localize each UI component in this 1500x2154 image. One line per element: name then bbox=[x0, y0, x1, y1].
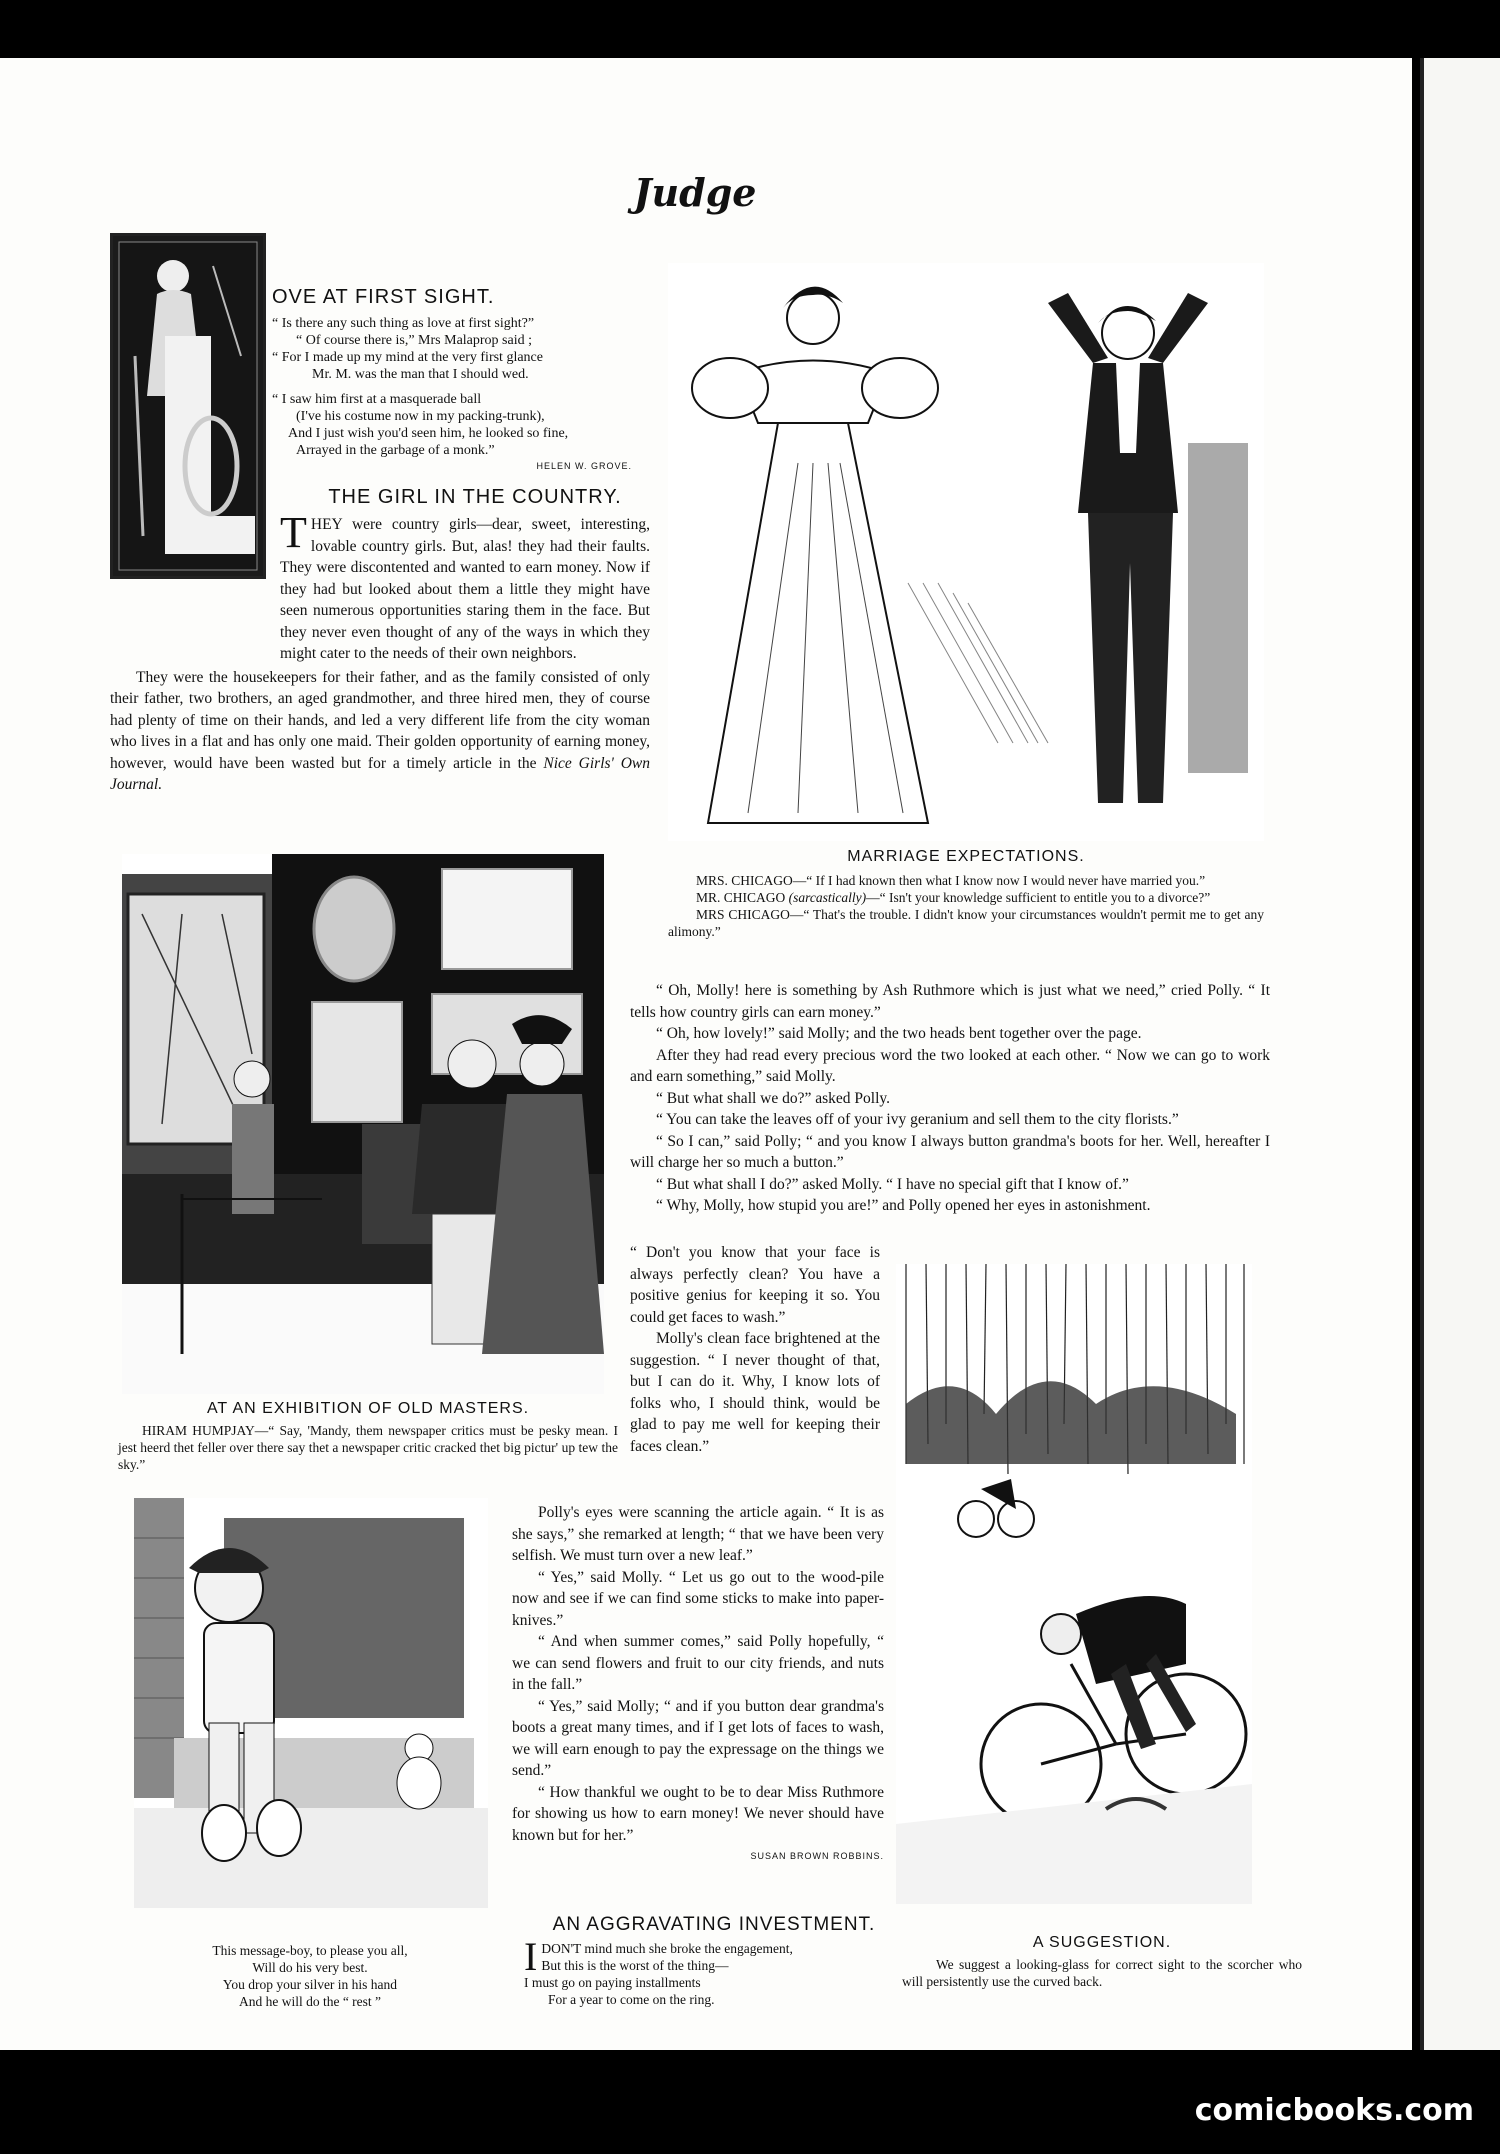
girl-c7: “ But what shall I do?” asked Molly. “ I have no special gift that I know of.” bbox=[656, 1175, 1129, 1193]
girl-c12: “ Yes,” said Molly. “ Let us go out to the wood-pile now and see if we can find some sticks to make into paper-knives.” bbox=[512, 1568, 884, 1629]
love-line-2: “ Of course there is,” Mrs Malaprop said ; bbox=[296, 333, 532, 348]
girl-article-narrow bbox=[630, 1242, 880, 1457]
message-boy-verse bbox=[140, 1942, 480, 2010]
aggravating-line-2: But this is the worst of the thing— bbox=[541, 1958, 729, 1973]
message-line-2: Will do his very best. bbox=[252, 1960, 368, 1975]
girl-c2: “ Oh, how lovely!” said Molly; and the two heads bent together over the page. bbox=[656, 1025, 1142, 1042]
suggestion-caption bbox=[902, 1934, 1302, 1990]
love-line-1: “ Is there any such thing as love at first sight?” bbox=[272, 316, 535, 331]
aggravating-title: AN AGGRAVATING INVESTMENT. bbox=[552, 1914, 876, 1935]
aggravating-poem bbox=[524, 1914, 904, 2008]
girl-article-intro bbox=[110, 508, 651, 796]
magazine-page bbox=[0, 58, 1412, 2050]
girl-title-wrap bbox=[302, 486, 648, 509]
marriage-line-3: “ That's the trouble. I didn't know your circumstances wouldn't permit me to get any alimony.” bbox=[668, 907, 1264, 939]
masthead: Judge bbox=[633, 170, 757, 215]
marriage-speaker-2: MR. CHICAGO bbox=[696, 890, 786, 905]
love-line-8: Arrayed in the garbage of a monk.” bbox=[296, 443, 495, 458]
marriage-line-1: “ If I had known then what I know now I would never have married you.” bbox=[806, 873, 1206, 888]
aggravating-line-3: I must go on paying installments bbox=[524, 1975, 701, 1990]
girl-article-lower bbox=[512, 1502, 884, 1868]
suggestion-text: We suggest a looking-glass for correct sight to the scorcher who will persistently use the curved back. bbox=[902, 1957, 1302, 1989]
girl-c10: Molly's clean face brightened at the suggestion. “ I never thought of that, but I can do it. Why, I know lots of folks who, I should think, would be glad to pay me well for keeping their faces clean.” bbox=[630, 1330, 880, 1455]
marriage-speaker-1: MRS. CHICAGO— bbox=[696, 873, 807, 888]
girl-article-continued bbox=[630, 980, 1270, 1217]
marriage-caption bbox=[668, 848, 1264, 940]
girl-c6: “ So I can,” said Polly; “ and you know I always button grandma's boots for her. Well, hereafter I will charge her so much a button.” bbox=[630, 1132, 1270, 1171]
girl-c14: “ Yes,” said Molly; “ and if you button dear grandma's boots a great many times, and if I get lots of faces to wash, we will earn enough to pay the expressage on the things we send.” bbox=[512, 1697, 884, 1779]
girl-c15: “ How thankful we ought to be to dear Miss Ruthmore for showing us how to earn money! We never should have known but for her.” bbox=[512, 1783, 884, 1844]
message-line-4: And he will do the “ rest ” bbox=[238, 1994, 382, 2009]
site-credit: comicbooks.com bbox=[1194, 2093, 1474, 2128]
girl-c3: After they had read every precious word the two looked at each other. “ Now we can go to work and earn something,” said Molly. bbox=[630, 1046, 1270, 1085]
love-line-5: “ I saw him first at a masquerade ball bbox=[272, 392, 482, 407]
aggravating-line-1: DON'T mind much she broke the engagement, bbox=[541, 1941, 793, 1956]
message-line-3: You drop your silver in his hand bbox=[222, 1977, 398, 1992]
exhibition-illustration bbox=[122, 854, 604, 1394]
girl-paragraph-2: They were the housekeepers for their father, and as the family consisted of only their father, two brothers, an aged grandmother, and three hired men, they of course had plenty of time on their hands, and led a very different life from the city woman who lives in a flat and has only one maid. Their golden opportunity of earning money, however, would have been wasted but for a timely article in the bbox=[110, 668, 650, 772]
marriage-illustration bbox=[668, 263, 1264, 841]
love-poem-title: OVE AT FIRST SIGHT. bbox=[272, 286, 495, 308]
girl-c1: “ Oh, Molly! here is something by Ash Ruthmore which is just what we need,” cried Polly. “ It tells how country girls can earn money.” bbox=[630, 982, 1270, 1021]
love-line-7: And I just wish you'd seen him, he looked so fine, bbox=[288, 426, 569, 441]
exhibition-speaker: HIRAM HUMPJAY— bbox=[142, 1423, 269, 1438]
girl-c13: “ And when summer comes,” said Polly hopefully, “ we can send flowers and fruit to our city friends, and nuts in the fall.” bbox=[512, 1633, 884, 1693]
girl-c5: “ You can take the leaves off of your ivy geranium and sell them to the city florists.” bbox=[656, 1111, 1179, 1128]
message-boy-illustration bbox=[134, 1498, 488, 1908]
girl-c9: “ Don't you know that your face is always perfectly clean? You have a positive genius for keeping it so. You could get faces to wash.” bbox=[630, 1244, 880, 1326]
exhibition-title: AT AN EXHIBITION OF OLD MASTERS. bbox=[206, 1400, 530, 1417]
message-line-1: This message-boy, to please you all, bbox=[212, 1943, 408, 1958]
suggestion-title: A SUGGESTION. bbox=[1032, 1934, 1172, 1951]
exhibition-text: “ Say, 'Mandy, them newspaper critics must be pesky mean. I jest heerd thet feller over there say thet a newspaper critic cracked thet big pictur' up tew the sky.” bbox=[118, 1423, 618, 1472]
drop-cap-i: I bbox=[524, 1934, 538, 1979]
aggravating-line-4: For a year to come on the ring. bbox=[548, 1992, 715, 2007]
marriage-speaker-3: MRS CHICAGO— bbox=[696, 907, 804, 922]
marriage-title: MARRIAGE EXPECTATIONS. bbox=[847, 848, 1085, 865]
girl-c11: Polly's eyes were scanning the article again. “ It is as she says,” she remarked at length; “ that we have been very selfish. We must turn over a new leaf.” bbox=[512, 1504, 884, 1564]
exhibition-caption bbox=[118, 1400, 618, 1473]
love-line-6: (I've his costume now in my packing-trunk), bbox=[296, 409, 545, 424]
love-poem bbox=[272, 286, 652, 471]
love-author: HELEN W. GROVE. bbox=[536, 461, 632, 471]
girl-c8: “ Why, Molly, how stupid you are!” and Polly opened her eyes in astonishment. bbox=[656, 1197, 1151, 1214]
bicycle-illustration bbox=[896, 1264, 1252, 1904]
girl-c4: “ But what shall we do?” asked Polly. bbox=[656, 1089, 891, 1107]
marriage-aside: (sarcastically) bbox=[788, 890, 867, 905]
girl-paragraph-1: HEY were country girls—dear, sweet, interesting, lovable country girls. But, alas! they had their faults. They were discontented and wanted to earn money. Now if they had but looked about them a little they might have seen numerous opportunities staring them in the face. But they never even thought of any of the ways in which they might cater to the needs of their own neighbors. bbox=[280, 516, 650, 662]
facing-page-edge bbox=[1420, 58, 1500, 2050]
drop-cap-t: T bbox=[280, 508, 307, 557]
girl-author: SUSAN BROWN ROBBINS. bbox=[750, 1851, 884, 1861]
journal-name: Nice Girls' Own Journal. bbox=[110, 754, 651, 793]
girl-article-title: THE GIRL IN THE COUNTRY. bbox=[328, 486, 622, 508]
marriage-line-2: —“ Isn't your knowledge sufficient to entitle you to a divorce?” bbox=[866, 890, 1211, 905]
love-line-4: Mr. M. was the man that I should wed. bbox=[312, 367, 529, 382]
love-line-3: “ For I made up my mind at the very first glance bbox=[272, 350, 543, 365]
